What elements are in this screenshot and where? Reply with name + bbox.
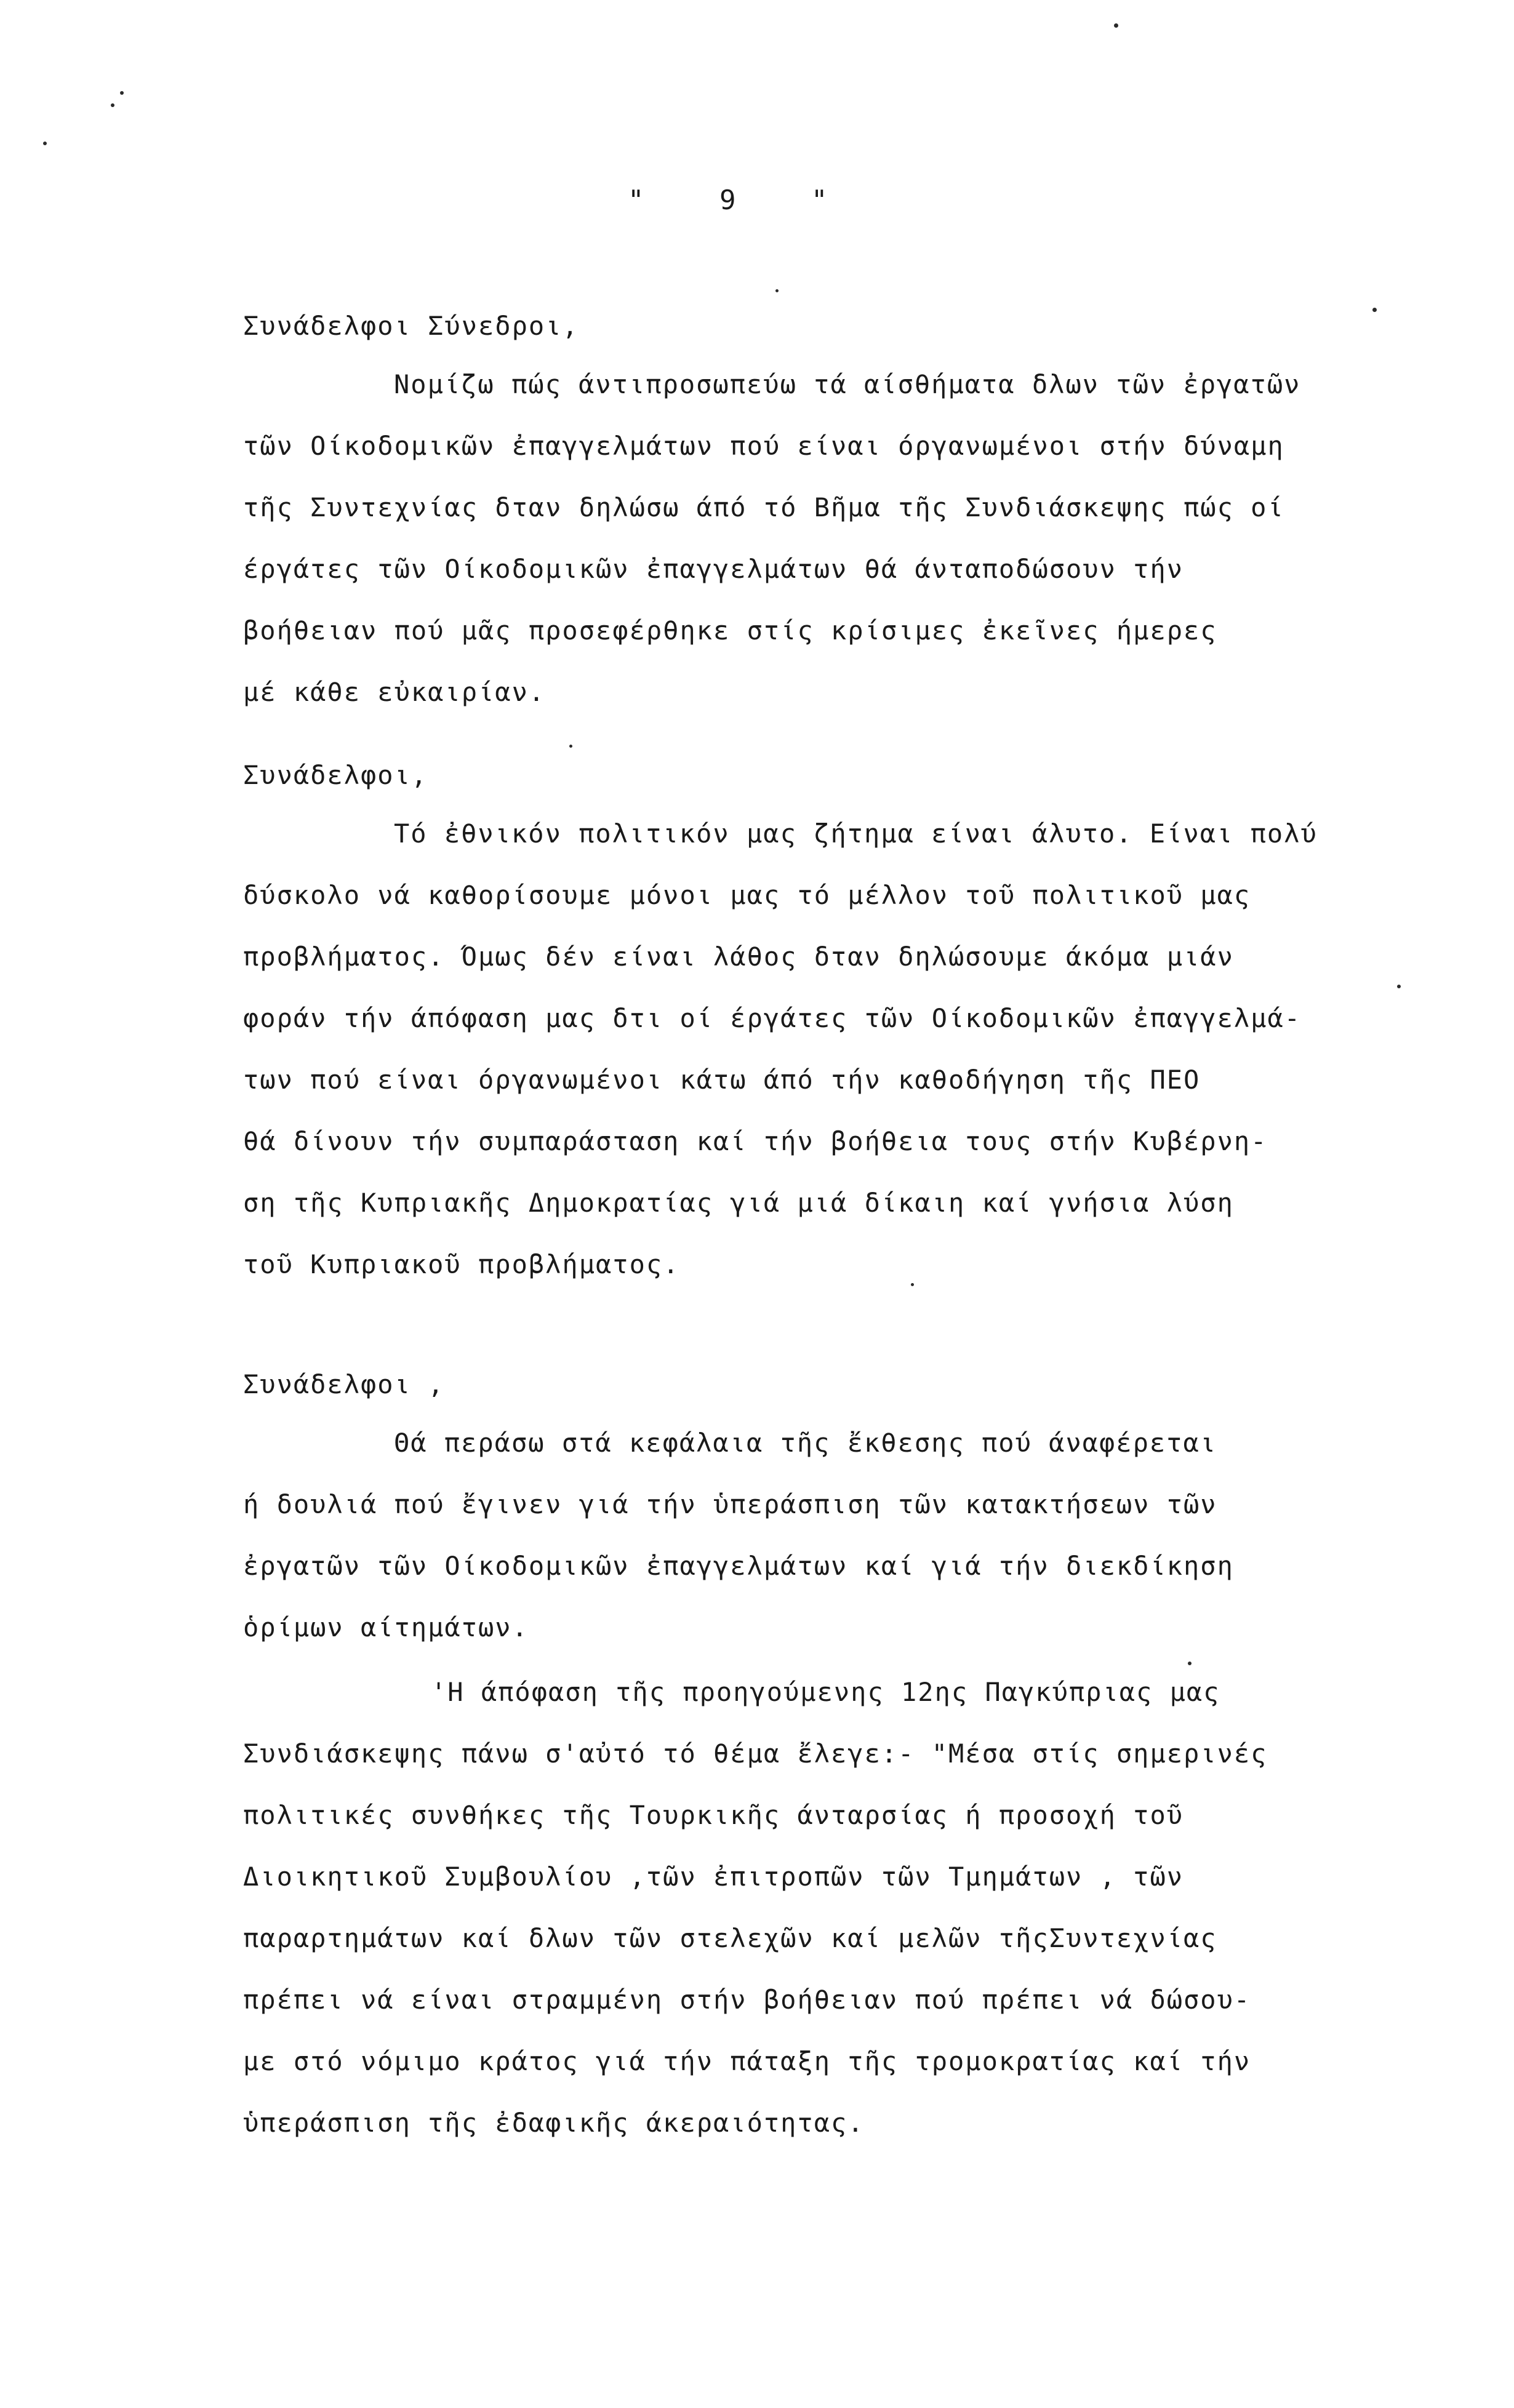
text-line: μέ κάθε εὐκαιρίαν. <box>243 677 546 707</box>
text-line: ὑπεράσπιση τῆς ἐδαφικῆς άκεραιότητας. <box>243 2108 865 2138</box>
scan-speck <box>1372 308 1377 312</box>
scan-speck <box>569 745 572 748</box>
text-line: πολιτικές συνθήκες τῆς Τουρκικῆς άνταρσίας ή προσοχή τοῦ <box>243 1800 1184 1830</box>
text-line: έργάτες τῶν Οίκοδομικῶν ἐπαγγελμάτων θά άνταποδώσουν τήν <box>243 554 1184 584</box>
text-line: Νομίζω πώς άντιπροσωπεύω τά αίσθήματα δλων τῶν ἐργατῶν <box>394 369 1301 399</box>
scan-speck <box>1114 23 1118 28</box>
text-line: 'Η άπόφαση τῆς προηγούμενης 12ης Παγκύπριας μας <box>431 1677 1220 1707</box>
text-line: βοήθειαν πού μᾶς προσεφέρθηκε στίς κρίσιμες ἐκεῖνες ήμερες <box>243 615 1217 646</box>
scan-speck <box>111 103 114 107</box>
text-line: τῆς Συντεχνίας δταν δηλώσω άπό τό Βῆμα τῆς Συνδιάσκεψης πώς οί <box>243 492 1284 522</box>
scan-speck <box>1397 985 1401 988</box>
text-line: τῶν Οίκοδομικῶν ἐπαγγελμάτων πού είναι όργανωμένοι στήν δύναμη <box>243 431 1284 461</box>
text-line: πρέπει νά είναι στραμμένη στήν βοήθειαν πού πρέπει νά δώσου- <box>243 1985 1251 2015</box>
text-line: φοράν τήν άπόφαση μας δτι οί έργάτες τῶν Οίκοδομικῶν ἐπαγγελμά- <box>243 1003 1302 1033</box>
salutation: Συνάδελφοι Σύνεδροι, <box>243 311 579 341</box>
salutation: Συνάδελφοι , <box>243 1369 445 1399</box>
text-line: Συνδιάσκεψης πάνω σ'αὐτό τό θέμα ἔλεγε:- "Μέσα στίς σημερινές <box>243 1738 1268 1769</box>
text-line: ὁρίμων αίτημάτων. <box>243 1612 529 1642</box>
text-line: παραρτημάτων καί δλων τῶν στελεχῶν καί μελῶν τῆςΣυντεχνίας <box>243 1923 1217 1953</box>
text-line: ἐργατῶν τῶν Οίκοδομικῶν ἐπαγγελμάτων καί γιά τήν διεκδίκηση <box>243 1551 1234 1581</box>
text-line: ή δουλιά πού ἔγινεν γιά τήν ὑπεράσπιση τῶν κατακτήσεων τῶν <box>243 1489 1217 1519</box>
salutation: Συνάδελφοι, <box>243 760 428 790</box>
scan-speck <box>43 142 47 145</box>
page-number: " 9 " <box>628 185 857 216</box>
text-line: τοῦ Κυπριακοῦ προβλήματος. <box>243 1249 680 1279</box>
scan-speck <box>1188 1662 1192 1665</box>
text-line: Διοικητικοῦ Συμβουλίου ,τῶν ἐπιτροπῶν τῶν Τμημάτων , τῶν <box>243 1862 1184 1892</box>
text-line: Θά περάσω στά κεφάλαια τῆς ἔκθεσης πού άναφέρεται <box>394 1428 1217 1458</box>
text-line: με στό νόμιμο κράτος γιά τήν πάταξη τῆς τρομοκρατίας καί τήν <box>243 2046 1251 2076</box>
text-line: θά δίνουν τήν συμπαράσταση καί τήν βοήθεια τους στήν Κυβέρνη- <box>243 1126 1268 1156</box>
text-line: ση τῆς Κυπριακῆς Δημοκρατίας γιά μιά δίκαιη καί γνήσια λύση <box>243 1188 1234 1218</box>
scan-speck <box>120 91 124 95</box>
text-line: δύσκολο νά καθορίσουμε μόνοι μας τό μέλλον τοῦ πολιτικοῦ μας <box>243 880 1251 910</box>
text-line: Τό ἐθνικόν πολιτικόν μας ζήτημα είναι άλυτο. Είναι πολύ <box>394 818 1318 849</box>
text-line: των πού είναι όργανωμένοι κάτω άπό τήν καθοδήγηση τῆς ΠΕΟ <box>243 1065 1201 1095</box>
text-line: προβλήματος. Όμως δέν είναι λάθος δταν δηλώσουμε άκόμα μιάν <box>243 942 1234 972</box>
scan-speck <box>911 1283 914 1286</box>
scan-speck <box>775 289 779 292</box>
